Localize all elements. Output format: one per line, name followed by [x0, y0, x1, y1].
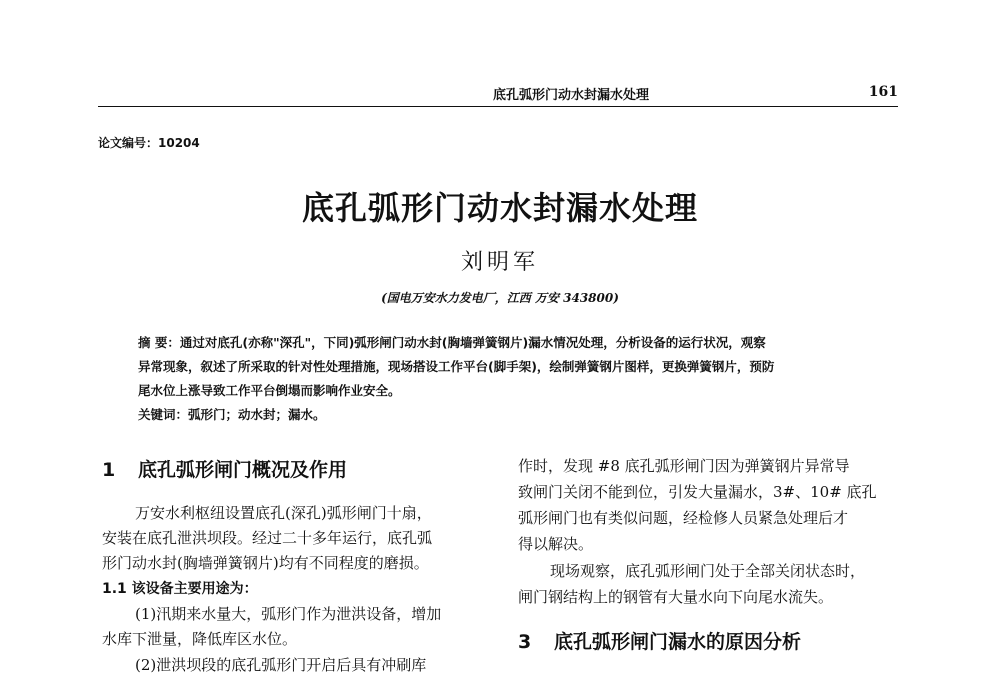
header-rule: [98, 106, 898, 107]
section-1-number: 1: [102, 459, 116, 481]
body-line: 闸门钢结构上的钢管有大量水向下向尾水流失。: [518, 588, 834, 606]
body-line: 万安水利枢纽设置底孔(深孔)弧形闸门十扇，: [135, 504, 432, 522]
subsection-1-1-heading: 1.1 该设备主要用途为：: [102, 581, 258, 597]
body-line: 安装在底孔泄洪坝段。经过二十多年运行，底孔弧: [102, 529, 433, 547]
body-line: (2)泄洪坝段的底孔弧形门开启后具有冲刷库: [135, 656, 427, 674]
body-line: 致闸门关闭不能到位，引发大量漏水，3#、10# 底孔: [518, 483, 877, 501]
affiliation: (国电万安水力发电厂，江西 万安 343800): [381, 291, 619, 305]
section-1-title: 底孔弧形闸门概况及作用: [138, 459, 348, 481]
keywords: 关键词：弧形门；动水封；漏水。: [138, 407, 326, 422]
author: 刘明军: [460, 250, 539, 275]
abstract-line: 摘 要：通过对底孔(亦称"深孔"，下同)弧形闸门动水封(胸墙弹簧钢片)漏水情况处理，分析设备的运行状况，观察: [138, 335, 766, 350]
body-line: (1)汛期来水量大，弧形门作为泄洪设备，增加: [135, 605, 442, 623]
section-3-heading: [518, 627, 801, 654]
page-number: 161: [868, 84, 898, 100]
section-3-number: 3: [518, 631, 532, 653]
running-header: [98, 84, 898, 108]
body-line: 水库下泄量，降低库区水位。: [102, 630, 298, 648]
body-line: 作时，发现 #8 底孔弧形闸门因为弹簧钢片异常导: [518, 457, 850, 475]
paper-number: 论文编号：10204: [98, 136, 200, 150]
body-line: 弧形闸门也有类似问题，经检修人员紧急处理后才: [518, 509, 849, 527]
abstract-line: 尾水位上涨导致工作平台倒塌而影响作业安全。: [138, 383, 401, 398]
paper-title: 底孔弧形门动水封漏水处理: [301, 189, 698, 227]
body-line: 形门动水封(胸墙弹簧钢片)均有不同程度的磨损。: [102, 554, 429, 572]
running-title: 底孔弧形门动水封漏水处理: [493, 88, 650, 103]
abstract-line: 异常现象，叙述了所采取的针对性处理措施，现场搭设工作平台(脚手架)，绘制弹簧钢片图样，更换弹簧钢片，预防: [138, 359, 775, 374]
body-line: 现场观察，底孔弧形闸门处于全部关闭状态时，: [550, 562, 866, 580]
body-line: 得以解决。: [518, 535, 594, 553]
section-3-title: 底孔弧形闸门漏水的原因分析: [554, 631, 802, 653]
section-1-heading: [102, 455, 347, 482]
